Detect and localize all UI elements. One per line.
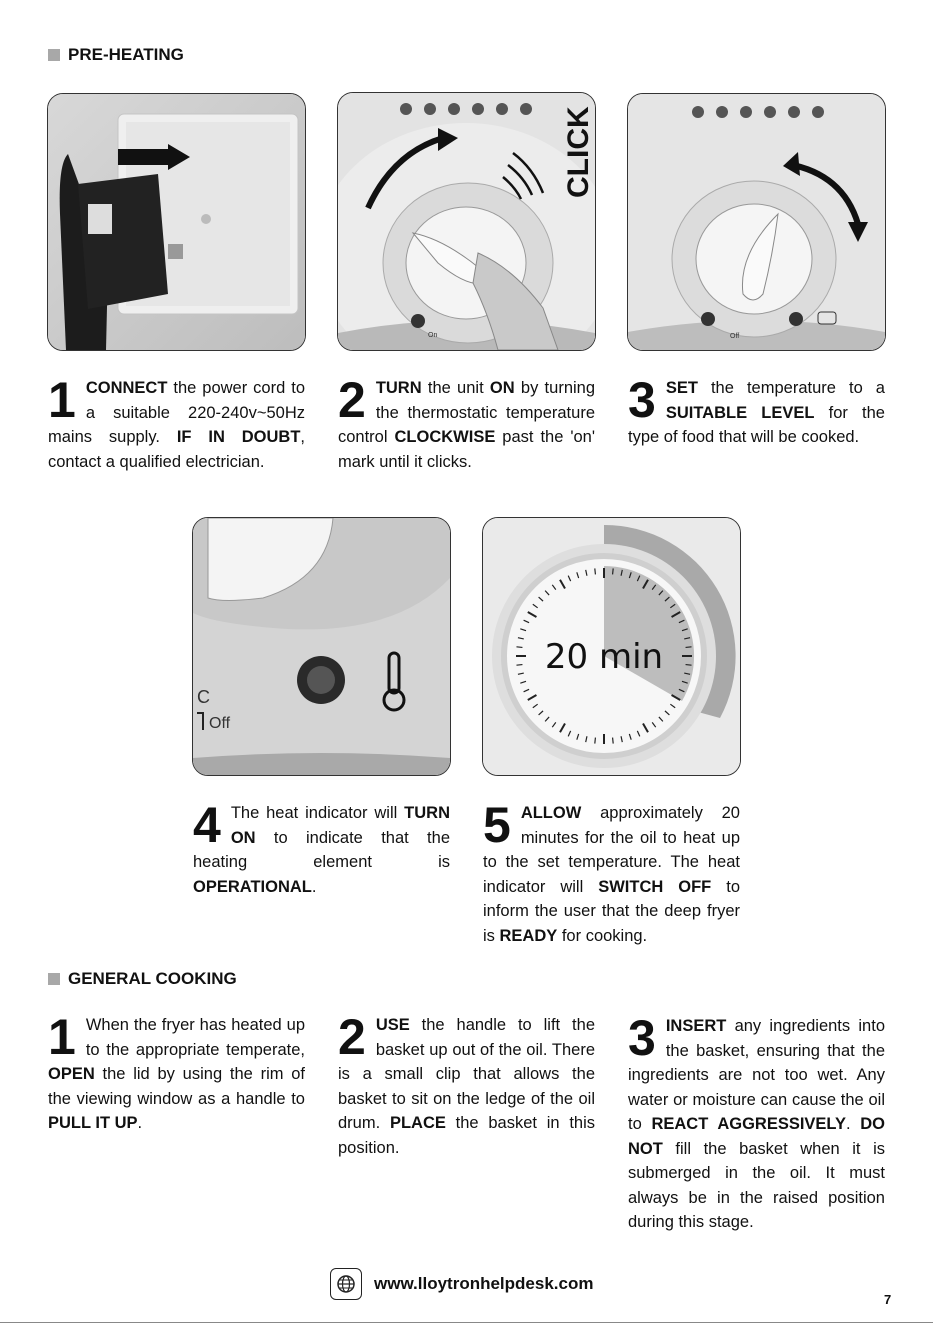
cooking-step-2: 2 USE the handle to lift the basket up out of the oil. There is a small clip that allows the basket to sit on the ledge of the oil drum. PLACE the basket in this position. [338,1009,595,1157]
timer-text: 20 min [544,637,664,677]
photo-heat-indicator [192,517,451,776]
section-square-icon [48,973,60,985]
timer-tick [595,568,596,574]
page-divider [0,1322,933,1323]
preheat-step-2: 2 TURN the unit ON by turning the thermostatic temperature control CLOCKWISE past the 'on' mark until it clicks. [338,372,596,471]
timer-tick [516,665,522,666]
off-label: Off [730,333,740,340]
section-title-preheating: PRE-HEATING [48,45,184,65]
section-square-icon [48,49,60,61]
timer-tick [613,568,614,574]
on-label: On [428,332,438,339]
timer-tick [613,738,614,744]
globe-icon [330,1268,362,1300]
timer-tick [595,738,596,744]
click-label: CLICK [562,106,595,198]
photo-timer [482,517,741,776]
preheat-step-4: 4 The heat indicator will TURN ON to indicate that the heating element is OPERATIONAL. [193,797,450,896]
cooking-step-3: 3 INSERT any ingredients into the basket, ensuring that the ingredients are not too wet. Any water or moisture can cause the oil to REACT AGGRESSIVELY. DO NOT fill the basket when it is submerged in the oil. It must always be in the raised position during this stage. [628,1010,885,1231]
cooking-step-1: 1 When the fryer has heated up to the appropriate temperate, OPEN the lid by using the rim of the viewing window as a handle to PULL IT UP. [48,1009,305,1132]
timer-tick [686,665,692,666]
preheat-step-5: 5 ALLOW approximately 20 minutes for the oil to heat up to the set temperature. The heat indicator will SWITCH OFF to inform the user that the deep fryer is READY for cooking. [483,797,740,945]
page-number: 7 [884,1292,892,1307]
timer-tick [686,647,692,648]
preheat-step-3: 3 SET the temperature to a SUITABLE LEVEL for the type of food that will be cooked. [628,372,885,446]
footer [330,1268,593,1300]
website-link[interactable]: www.lloytronhelpdesk.com [374,1274,594,1293]
preheat-step-1: 1 CONNECT the power cord to a suitable 220-240v~50Hz mains supply. IF IN DOUBT, contact a qualified electrician. [48,372,305,471]
section-title-general-cooking: GENERAL COOKING [48,969,237,989]
c-label: C [197,687,210,707]
off-label: Off [209,715,231,732]
photo-thermostat-turn [337,92,596,351]
photo-thermostat-set [627,93,886,351]
photo-plug-socket [47,93,306,351]
timer-tick [516,647,522,648]
